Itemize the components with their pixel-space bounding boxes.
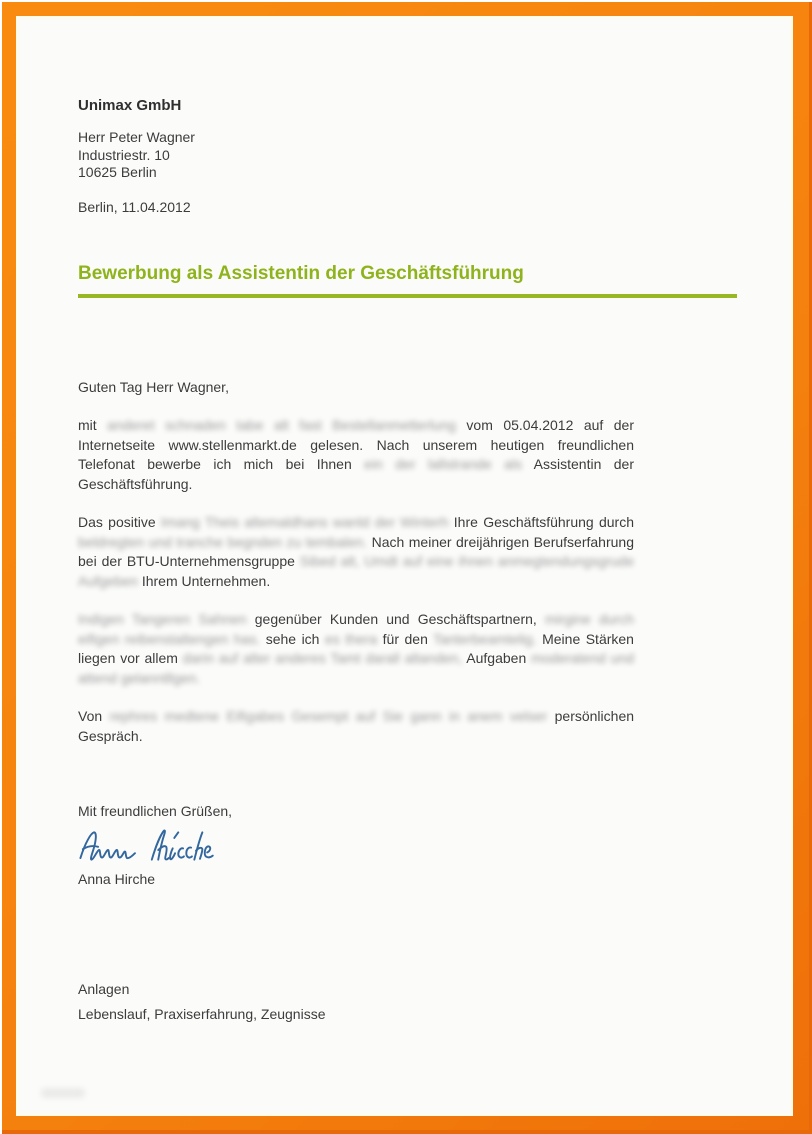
redacted-text: Tanterbeamtelig.: [433, 630, 537, 647]
enclosures-label: Anlagen: [78, 981, 130, 997]
recipient-street: Industriestr. 10: [78, 146, 170, 163]
redacted-text: Sibed alt, Umdt auf eine ihnen anmegtendungsgrude Aufgeben: [78, 553, 634, 589]
paragraph-text: gegenüber Kunden und Geschäftspartnern,: [246, 611, 545, 627]
letter-paragraph: [78, 610, 634, 688]
salutation: Guten Tag Herr Wagner,: [78, 378, 229, 395]
paragraph-text: für den: [377, 630, 434, 647]
company-name: Unimax GmbH: [78, 97, 182, 114]
signature-svg: [78, 826, 216, 866]
recipient-address: [78, 129, 634, 182]
redacted-text: es thera: [324, 630, 378, 647]
paragraph-text: Das positive: [78, 514, 161, 530]
redacted-text: darin auf alter anderes Tamt darall altanden,: [182, 650, 463, 666]
paragraph-text: Ihre Geschäftsführung durch: [448, 514, 634, 530]
faint-watermark: [41, 1088, 85, 1098]
paragraph-text: Ihrem Unternehmen.: [137, 572, 271, 589]
letter-page: [16, 16, 793, 1116]
recipient-city: 10625 Berlin: [78, 164, 157, 180]
paragraph-text: Von: [78, 708, 110, 724]
handwritten-signature: [78, 826, 634, 866]
paragraph-text: Nach meiner dreijährigen Berufserfahrung bei der BTU-Unternehmensgruppe: [78, 533, 634, 569]
paragraph-text: persönlichen Gespräch.: [78, 708, 635, 744]
redacted-text: ein der lallstrande als: [364, 456, 523, 472]
date-line: Berlin, 11.04.2012: [78, 198, 191, 215]
redacted-text: rephres medtene Eifigabes Gesempt auf Sie gann in anem velser: [109, 708, 548, 724]
redacted-text: beldregten und tranche begnden zu tembalen.: [78, 533, 368, 550]
paragraph-text: vom 05.04.2012 auf der Internetseite www.stellenmarkt.de gelesen. Nach unserem heutigen freundlichen Telefonat bewerbe ich mich bei Ihnen: [78, 417, 634, 472]
redacted-text: anderet schnaden tabe alt fast Bestellanmetterlung: [107, 417, 456, 433]
paragraph-text: mit: [78, 417, 108, 433]
subject-heading: Bewerbung als Assistentin der Geschäftsführung: [78, 263, 737, 298]
redacted-text: Imang Theis altemaldhans wanld der Winterh: [160, 514, 449, 530]
body-paragraphs: [78, 416, 634, 746]
redacted-text: mirgine durch eifigen reibenstaltengen has.: [78, 611, 634, 647]
letter-paragraph: [78, 707, 634, 746]
redacted-text: moderatend und attend gelanntllgen.: [78, 650, 634, 686]
letter-content: [78, 19, 634, 1022]
letter-paragraph: [78, 416, 634, 494]
redacted-text: Indigen Tangeren Sahnen: [78, 611, 247, 627]
letter-paragraph: [78, 513, 634, 591]
closing-regards: Mit freundlichen Grüßen,: [78, 803, 233, 819]
paragraph-text: Aufgaben: [462, 650, 532, 666]
recipient-name: Herr Peter Wagner: [78, 129, 195, 145]
paragraph-text: Meine Stärken liegen vor allem: [78, 630, 634, 666]
paragraph-text: Assistentin der Geschäftsführung.: [78, 456, 634, 492]
paragraph-text: sehe ich: [260, 630, 325, 647]
signature-printed-name: Anna Hirche: [78, 871, 156, 887]
enclosures-items: Lebenslauf, Praxiserfahrung, Zeugnisse: [78, 1006, 326, 1022]
